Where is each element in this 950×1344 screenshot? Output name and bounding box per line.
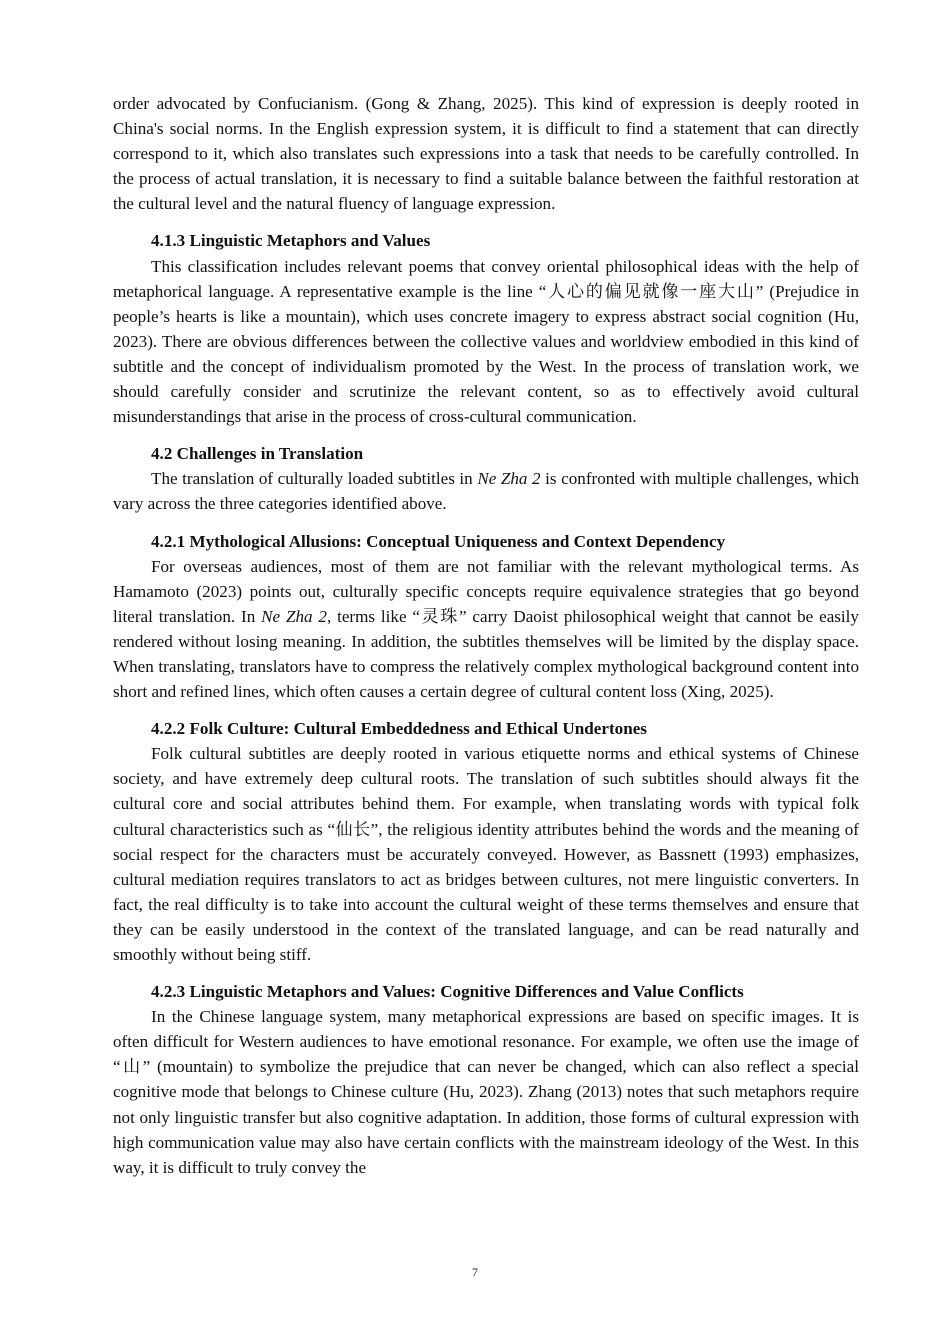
film-title: Ne Zha 2 [477,469,541,489]
paragraph-text: is confronted with multiple challenges, which vary across the three categories identified above. [113,469,860,514]
section-heading: 4.2.3 Linguistic Metaphors and Values: Cognitive Differences and Value Conflicts [151,982,744,1002]
film-title: Ne Zha 2 [261,606,327,626]
section-heading: 4.2 Challenges in Translation [151,444,364,464]
section-paragraph: In the Chinese language system, many metaphorical expressions are based on specific images. It is often difficult for Western audiences to have emotional resonance. For example, we often use the image of “山” (mountain) to symbolize the prejudice that can never be changed, which can also reflect a special cognitive mode that belongs to Chinese culture (Hu, 2023). Zhang (2013) notes that such metaphors require not only linguistic transfer but also cognitive adaptation. In addition, those forms of cultural expression with high communication value may also have certain conflicts with the mainstream ideology of the West. In this way, it is difficult to truly convey the [113,1007,859,1177]
section-heading: 4.2.1 Mythological Allusions: Conceptual Uniqueness and Context Dependency [151,531,726,551]
page-body [113,91,859,1180]
section-4-1-3 [113,228,859,429]
section-paragraph [113,554,859,705]
section-heading: 4.1.3 Linguistic Metaphors and Values [151,231,431,251]
intro-paragraph: order advocated by Confucianism. (Gong & Zhang, 2025). This kind of expression is deeply rooted in China's social norms. In the English expression system, it is difficult to find a statement that can directly correspond to it, which also translates such expressions into a task that needs to be carefully controlled. In the process of actual translation, it is necessary to find a suitable balance between the faithful restoration at the cultural level and the natural fluency of language expression. [113,94,859,214]
section-4-2 [113,441,859,516]
paragraph-text: For overseas audiences, most of them are not familiar with the relevant mythological terms. As Hamamoto (2023) points out, culturally specific concepts require equivalence strategies that go beyond literal translation. In [113,556,859,626]
page-number: 7 [472,1265,478,1279]
section-heading: 4.2.2 Folk Culture: Cultural Embeddedness and Ethical Undertones [151,719,647,739]
section-4-2-1 [113,529,859,705]
paragraph-text: , terms like “灵珠” carry Daoist philosophical weight that cannot be easily rendered without losing meaning. In addition, the subtitles themselves will be limited by the display space. When translating, translators have to compress the relatively complex mythological background content into short and refined lines, which often causes a certain degree of cultural content loss (Xing, 2025). [113,606,859,702]
paragraph-text: The translation of culturally loaded subtitles in [151,469,478,489]
section-4-2-2 [113,716,859,967]
section-4-2-3 [113,979,859,1180]
section-paragraph [113,466,859,516]
section-paragraph: Folk cultural subtitles are deeply rooted in various etiquette norms and ethical systems of Chinese society, and have extremely deep cultural roots. The translation of such subtitles should always fit the cultural core and social attributes behind them. For example, when translating words with typical folk cultural characteristics such as “仙长”, the religious identity attributes behind the words and the meaning of social respect for the characters must be accurately conveyed. However, as Bassnett (1993) emphasizes, cultural mediation requires translators to act as bridges between cultures, not mere linguistic converters. In fact, the real difficulty is to take into account the cultural weight of these terms themselves and ensure that they can be easily understood in the context of the translated language, and can be read naturally and smoothly without being stiff. [113,744,859,964]
section-paragraph: This classification includes relevant poems that convey oriental philosophical ideas with the help of metaphorical language. A representative example is the line “人心的偏见就像一座大山” (Prejudice in people’s hearts is like a mountain), which uses concrete imagery to express abstract social cognition (Hu, 2023). There are obvious differences between the collective values and worldview embodied in this kind of subtitle and the concept of individualism promoted by the West. In the process of translation work, we should carefully consider and scrutinize the relevant content, so as to effectively avoid cultural misunderstandings that arise in the process of cross-cultural communication. [113,256,859,427]
